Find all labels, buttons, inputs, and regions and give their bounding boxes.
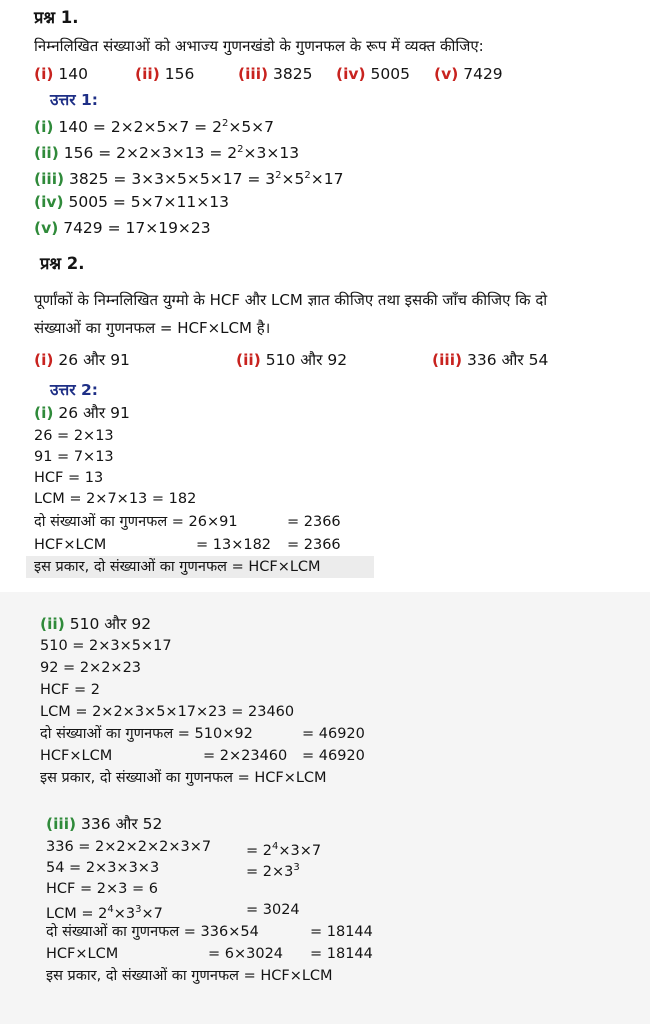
product-value: = 46920 <box>302 726 365 742</box>
conclusion: इस प्रकार, दो संख्याओं का गुणनफल = HCF×LCM <box>34 559 321 575</box>
solution-title: (iii) 336 और 52 <box>46 815 163 833</box>
q1-part-label: (iii) <box>238 65 269 83</box>
solution-line: LCM = 2×7×13 = 182 <box>34 491 197 507</box>
hcf-lcm-mid: = 6×3024 <box>208 946 284 962</box>
q1-part-label: (v) <box>434 65 459 83</box>
product-line: दो संख्याओं का गुणनफल = 26×91 <box>34 514 238 530</box>
q2-part-value: 336 और 54 <box>467 351 549 369</box>
q1-part-value: 156 <box>164 65 195 83</box>
solution-line: 336 = 2×2×2×2×3×7 <box>46 839 212 855</box>
solution-line-result: = 3024 <box>246 902 300 918</box>
q1-part-value: 140 <box>58 65 89 83</box>
conclusion: इस प्रकार, दो संख्याओं का गुणनफल = HCF×LCM <box>46 968 333 984</box>
q1-heading: प्रश्न 1. <box>34 8 79 27</box>
solution-line: LCM = 2×2×3×5×17×23 = 23460 <box>40 704 295 720</box>
q1-part-value: 5005 <box>370 65 410 83</box>
solution-line: 54 = 2×3×3×3 <box>46 860 160 876</box>
hcf-lcm-value: = 46920 <box>302 748 365 764</box>
solution-line: HCF = 2 <box>40 682 100 698</box>
solution-line: LCM = $2^4\times 3^3\times 7$ <box>46 904 163 922</box>
hcf-lcm-value: = 2366 <box>287 537 341 553</box>
product-value: = 18144 <box>310 924 373 940</box>
solution-line: HCF = 2×3 = 6 <box>46 881 158 897</box>
q2-part-label: (ii) <box>236 351 261 369</box>
q1-part-label: (iv) <box>336 65 366 83</box>
hcf-lcm-mid: = 13×182 <box>196 537 272 553</box>
q2-answer-heading: उत्तर 2: <box>50 381 98 399</box>
solution-title: (ii) 510 और 92 <box>40 615 152 633</box>
hcf-lcm-label: HCF×LCM <box>46 946 119 962</box>
q2-part-label: (i) <box>34 351 54 369</box>
q1-part-label: (i) <box>34 65 54 83</box>
q1-part-value: 3825 <box>273 65 313 83</box>
product-value: = 2366 <box>287 514 341 530</box>
q2-part-value: 26 और 91 <box>58 351 130 369</box>
hcf-lcm-label: HCF×LCM <box>40 748 113 764</box>
q2-text-line2: संख्याओं का गुणनफल = HCF×LCM है। <box>34 319 271 337</box>
q1-answer-heading: उत्तर 1: <box>50 91 98 109</box>
solution-line-result: = $2\times 3^3$ <box>246 862 300 880</box>
q1-part-label: (ii) <box>135 65 160 83</box>
q1-answer-line: (i) $140 = 2\times 2\times 5\times 7 = 2^2\times 5\times 7$ <box>34 118 275 136</box>
solution-line-result: = $2^4\times 3\times 7$ <box>246 841 322 859</box>
hcf-lcm-mid: = 2×23460 <box>203 748 288 764</box>
q2-part-value: 510 और 92 <box>265 351 348 369</box>
q1-answer-line: (iv) 5005 = 5×7×11×13 <box>34 193 229 211</box>
q2-heading: प्रश्न 2. <box>40 254 85 273</box>
q1-text: निम्नलिखित संख्याओं को अभाज्य गुणनखंडो के गुणनफल के रूप में व्यक्त कीजिए: <box>34 37 484 55</box>
solution-line: 26 = 2×13 <box>34 428 114 444</box>
product-line: दो संख्याओं का गुणनफल = 510×92 <box>40 726 253 742</box>
q2-text-line1: पूर्णांकों के निम्नलिखित युग्मो के HCF और LCM ज्ञात कीजिए तथा इसकी जाँच कीजिए कि दो <box>34 291 548 309</box>
solution-line: 510 = 2×3×5×17 <box>40 638 172 654</box>
q1-answer-line: (ii) $156 = 2\times 2\times 3\times 13 = 2^2\times 3\times 13$ <box>34 144 300 162</box>
conclusion: इस प्रकार, दो संख्याओं का गुणनफल = HCF×LCM <box>40 770 327 786</box>
q2-part-label: (iii) <box>432 351 463 369</box>
solution-line: 91 = 7×13 <box>34 449 114 465</box>
q1-answer-line: (v) 7429 = 17×19×23 <box>34 219 211 237</box>
hcf-lcm-label: HCF×LCM <box>34 537 107 553</box>
hcf-lcm-value: = 18144 <box>310 946 373 962</box>
q1-part-value: 7429 <box>463 65 503 83</box>
solution-title: (i) 26 और 91 <box>34 404 130 422</box>
solution-line: HCF = 13 <box>34 470 104 486</box>
product-line: दो संख्याओं का गुणनफल = 336×54 <box>46 924 259 940</box>
q1-answer-line: (iii) $3825 = 3\times 3\times 5\times 5\times 17 = 3^2\times 5^2\times 17$ <box>34 170 344 188</box>
solution-line: 92 = 2×2×23 <box>40 660 142 676</box>
